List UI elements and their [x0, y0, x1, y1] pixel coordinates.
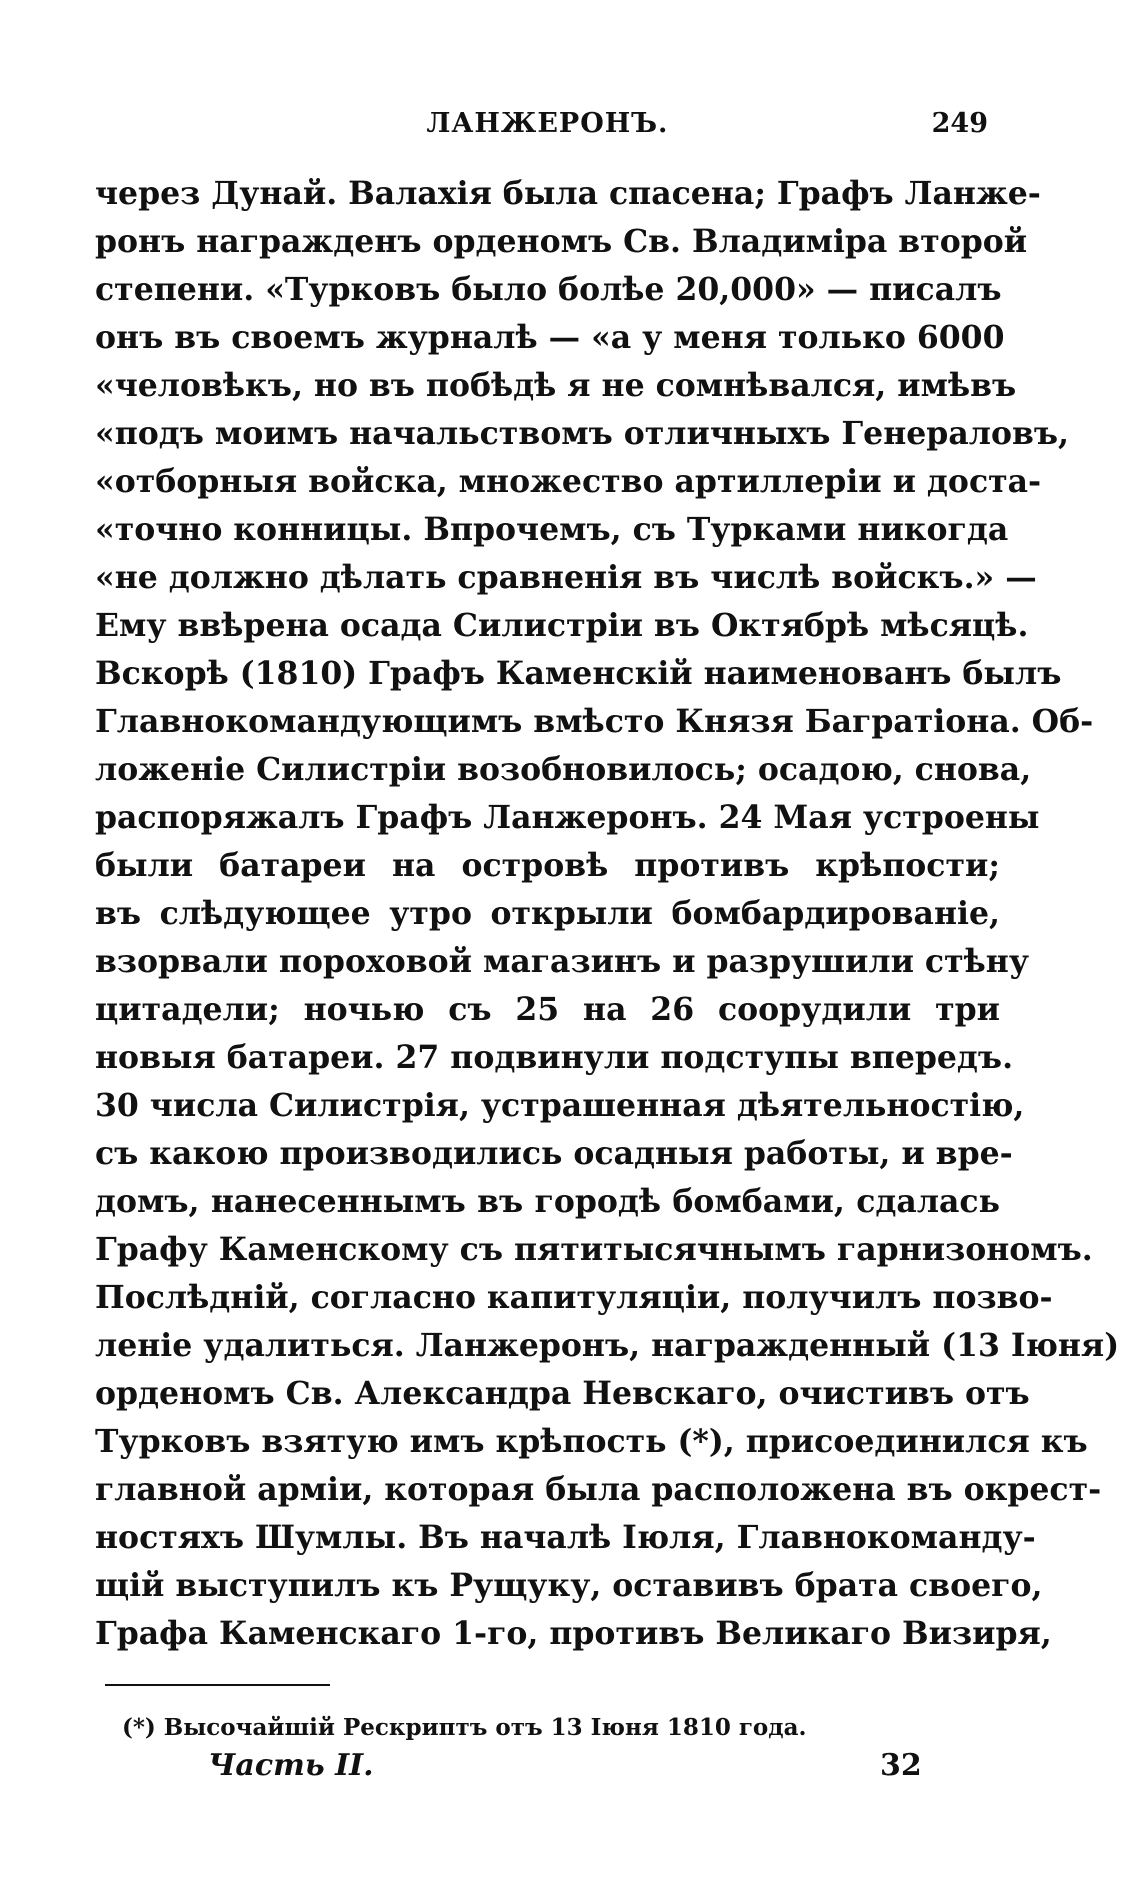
text-line: взорвали пороховой магазинъ и разрушили стѣну: [95, 943, 1030, 980]
text-line: «человѣкъ, но въ побѣдѣ я не сомнѣвался, имѣвъ: [95, 367, 1017, 404]
text-line: орденомъ Св. Александра Невскаго, очистивъ отъ: [95, 1375, 1030, 1412]
text-line: въ слѣдующее утро открыли бомбардированіе,: [95, 895, 1000, 932]
text-line: 30 числа Силистрія, устрашенная дѣятельностію,: [95, 1087, 1025, 1124]
text-line: Графу Каменскому съ пятитысячнымъ гарнизономъ.: [95, 1231, 1093, 1268]
running-title: ЛАНЖЕРОНЪ.: [426, 108, 669, 139]
text-line: ронъ награжденъ орденомъ Св. Владиміра второй: [95, 223, 1028, 260]
text-line: Послѣдній, согласно капитуляціи, получилъ позво-: [95, 1279, 1053, 1316]
text-line: домъ, нанесеннымъ въ городѣ бомбами, сдалась: [95, 1183, 1000, 1220]
text-line: ностяхъ Шумлы. Въ началѣ Іюля, Главнокоманду-: [95, 1519, 1036, 1556]
text-line: новыя батареи. 27 подвинули подступы впередъ.: [95, 1039, 1014, 1076]
text-line: через Дунай. Валахія была спасена; Графъ Ланже-: [95, 175, 1041, 212]
text-line: Главнокомандующимъ вмѣсто Князя Багратіона. Об-: [95, 703, 1094, 740]
text-line: щій выступилъ къ Рущуку, оставивъ брата своего,: [95, 1567, 1043, 1604]
text-line: распоряжалъ Графъ Ланжеронъ. 24 Мая устроены: [95, 799, 1040, 836]
signature-mark: Часть II.: [208, 1748, 374, 1783]
text-line: были батареи на островѣ противъ крѣпости;: [95, 847, 1000, 884]
text-line: ложеніе Силистріи возобновилось; осадою, снова,: [95, 751, 1032, 788]
text-line: «точно конницы. Впрочемъ, съ Турками никогда: [95, 511, 1009, 548]
body-text: [95, 170, 1120, 1658]
page-number: 249: [931, 108, 988, 139]
text-line: «подъ моимъ начальствомъ отличныхъ Генераловъ,: [95, 415, 1069, 452]
text-line: главной арміи, которая была расположена въ окрест-: [95, 1471, 1102, 1508]
text-line: Ему ввѣрена осада Силистріи въ Октябрѣ мѣсяцѣ.: [95, 607, 1029, 644]
text-line: леніе удалиться. Ланжеронъ, награжденный (13 Іюня): [95, 1327, 1120, 1364]
text-line: Вскорѣ (1810) Графъ Каменскій наименованъ былъ: [95, 655, 1062, 692]
footnote-divider: [105, 1684, 330, 1686]
text-line: онъ въ своемъ журналѣ — «а у меня только 6000: [95, 319, 1005, 356]
footnote: (*) Высочайшій Рескриптъ отъ 13 Іюня 1810 года.: [122, 1714, 807, 1741]
text-line: степени. «Турковъ было болѣе 20,000» — писалъ: [95, 271, 1002, 308]
text-line: «отборныя войска, множество артиллеріи и доста-: [95, 463, 1042, 500]
sheet-number: 32: [880, 1748, 922, 1783]
text-line: Графа Каменскаго 1-го, противъ Великаго Визиря,: [95, 1615, 1052, 1652]
running-head: [95, 108, 1000, 148]
text-line: цитадели; ночью съ 25 на 26 соорудили три: [95, 991, 1000, 1028]
text-line: Турковъ взятую имъ крѣпость (*), присоединился къ: [95, 1423, 1088, 1460]
text-line: съ какою производились осадныя работы, и вре-: [95, 1135, 1013, 1172]
text-line: «не должно дѣлать сравненія въ числѣ войскъ.» —: [95, 559, 1037, 596]
